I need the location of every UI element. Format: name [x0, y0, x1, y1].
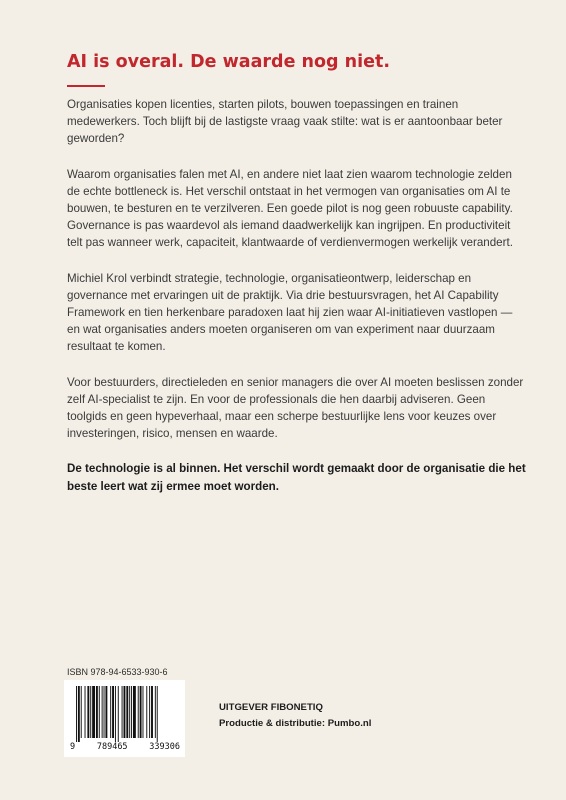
barcode-bar — [155, 686, 156, 738]
barcode-bar — [102, 686, 103, 738]
barcode — [64, 680, 185, 757]
barcode-bar — [157, 686, 158, 742]
barcode-bar — [126, 686, 128, 738]
barcode-bar — [104, 686, 105, 738]
barcode-bar — [138, 686, 139, 738]
publisher-info — [219, 700, 371, 732]
paragraph-why: Waarom organisaties falen met AI, en andere niet laat zien waarom technologie zelden de echte bottleneck is. Het verschil ontstaat in het vermogen van organisaties om AI te bouwen, te besturen en te verzilveren. Een goede pilot is nog geen robuuste capability. Governance is pas waardevol als iemand daadwerkelijk kan ingrijpen. En productiviteit telt pas wanneer werk, capaciteit, klantwaarde of verdienvermogen werkelijk verandert. — [67, 167, 513, 250]
barcode-bar — [85, 686, 86, 738]
paragraph-audience: Voor bestuurders, directieleden en senior managers die over AI moeten beslissen zonder zelf AI-specialist te zijn. En voor de professionals die hen daarbij adviseren. Geen toolgids en geen hypeverhaal, maar een scherpe bestuurlijke lens voor keuzes over investeringen, risico, mensen en waarde. — [67, 375, 524, 441]
barcode-bar — [131, 686, 132, 738]
barcode-digits — [70, 742, 180, 752]
barcode-bar — [110, 686, 111, 738]
barcode-bar — [78, 686, 80, 742]
barcode-digit-first: 9 — [70, 742, 76, 752]
barcode-bar — [143, 686, 144, 738]
barcode-bar — [99, 686, 100, 738]
publisher-distribution: Productie & distributie: Pumbo.nl — [219, 718, 372, 729]
accent-divider — [67, 85, 105, 87]
paragraph-intro: Organisaties kopen licenties, starten pilots, bouwen toepassingen en trainen medewerkers. Toch blijft bij de lastigste vraag vaak stilte: wat is er aantoonbaar beter geworden? — [67, 98, 503, 146]
barcode-bar — [122, 686, 123, 738]
barcode-bar — [90, 686, 91, 738]
barcode-bar — [129, 686, 130, 738]
barcode-digits-left: 789465 — [96, 742, 128, 752]
barcode-bar — [76, 686, 77, 742]
barcode-digits-right: 339306 — [149, 742, 180, 752]
closing-statement: De technologie is al binnen. Het verschil wordt gemaakt door de organisatie die het beste leert wat zij ermee moet worden. — [67, 462, 526, 493]
barcode-bar — [124, 686, 126, 738]
isbn-label: ISBN 978-94-6533-930-6 — [67, 667, 168, 677]
paragraph-author: Michiel Krol verbindt strategie, technologie, organisatieontwerp, leiderschap en governance met ervaringen uit de praktijk. Via drie bestuursvragen, het AI Capability Framework en tien herkenbare paradoxen laat hij zien waar AI-initiatieven vastlopen — en wat organisaties anders moeten organiseren om van experiment naar duurzaam resultaat te komen. — [67, 271, 513, 354]
barcode-bar — [146, 686, 147, 738]
barcode-bar — [115, 686, 116, 742]
barcode-bar — [87, 686, 89, 738]
barcode-bar — [105, 686, 107, 738]
barcode-bar — [96, 686, 98, 738]
headline: AI is overal. De waarde nog niet. — [67, 52, 390, 72]
publisher-name: UITGEVER FIBONETIQ — [219, 702, 323, 713]
barcode-bar — [151, 686, 153, 738]
barcode-bar — [140, 686, 142, 738]
barcode-bar — [149, 686, 150, 738]
barcode-bars — [70, 686, 180, 742]
blurb — [67, 96, 527, 513]
barcode-bar — [112, 686, 114, 738]
barcode-bar — [92, 686, 95, 738]
barcode-bar — [118, 686, 119, 742]
barcode-bar — [81, 686, 82, 738]
barcode-bar — [133, 686, 136, 738]
